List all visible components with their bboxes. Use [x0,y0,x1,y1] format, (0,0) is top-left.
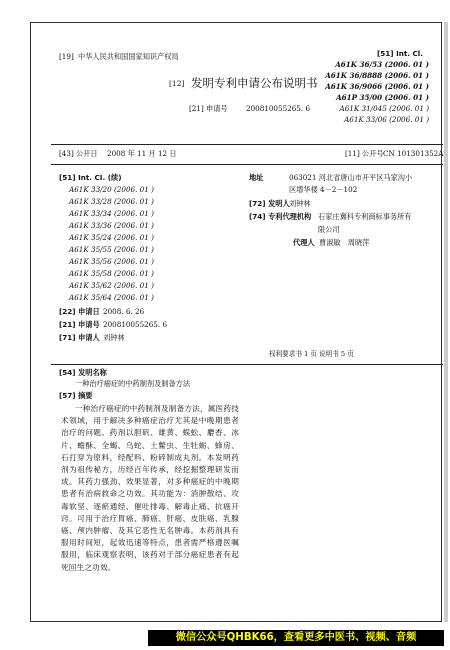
office-name: 中华人民共和国国家知识产权局 [78,52,179,61]
inventor: 刘钟林 [289,199,311,208]
pub-date-label: [43] 公开日 [59,149,98,158]
invention-name-label: [54] 发明名称 [59,368,107,377]
divider [51,364,443,365]
pub-no: CN 101301352A [383,149,444,158]
intcl-item: A61K 35/24 (2006. 01 ) [69,233,154,242]
invention-name: 一种治疗癌症的中药制剂及制备方法 [75,379,191,388]
patent-page [30,22,442,622]
agency-label: [74] 专利代理机构 [249,212,312,221]
intcl-item: A61K 35/58 (2006. 01 ) [69,269,154,278]
page-count: 权利要求书 1 页 说明书 5 页 [269,350,354,358]
intcl-item: A61K 36/53 (2006. 01 ) [335,60,429,69]
app-no-value: 200810055265. 6 [246,104,311,113]
intcl-item: A61K 35/56 (2006. 01 ) [69,257,154,266]
agency-line-1: 石家庄冀科专利商标事务所有 [318,212,412,221]
intcl-cont-label: [51] Int. CI. (续) [59,173,122,182]
pub-date: 2008 年 11 月 12 日 [107,149,177,158]
app-no-label-2: [21] 申请号 [59,320,100,329]
filing-date-label: [22] 申请日 [59,307,100,316]
promo-banner: 微信公众号QHBK66，查看更多中医书、视频、音频 [148,630,444,646]
intcl-item: A61K 31/045 (2006. 01 ) [339,104,429,113]
page-scroll-edge [444,22,448,622]
address-line-2: 区增华楼 4－2－102 [289,185,358,194]
office-code: [19] [59,52,74,61]
agency-line-2: 限公司 [318,225,340,234]
abstract-text: 一种治疗癌症的中药制剂及制备方法，属医药技术领域，用于解决多种癌症治疗尤其是中晚期患者治疗的问题。药剂以胆矾、雄黄、蜈蚣、麝香、冰片、蟾酥、全蝎、乌蛇、土鳖虫、生牡蛎、蜂房、石打穿为原料，经配料、粉碎制成丸剂。本发明药剂为祖传秘方，历经百年传承，经挖掘整理研发而成。其药力强劲、效果显著，对多种癌症的中晚期患者有治病救命之功效。其功能为：消肿散结、攻毒软坚、逐瘀通经、催吐排毒、解毒止痛、抗癌开窍。可用于治疗胃癌、肺癌、肝癌、皮肤癌、乳腺癌、颅内肿瘤、及其它恶性无名肿毒。本药剂具有服用时间短，起效迅速等特点，患者需严格遵医嘱服用，临床观察表明，该药对于部分癌症患者有起死回生之功效。 [61,404,239,572]
filing-date: 2008. 6. 26 [103,307,145,316]
divider [51,164,443,165]
abstract-text-block [61,403,239,574]
intcl-item: A61K 33/20 (2006. 01 ) [69,185,154,194]
intcl-item: A61K 33/06 (2006. 01 ) [344,115,429,124]
intcl-item: A61K 35/62 (2006. 01 ) [69,281,154,290]
intcl-item: A61K 36/9066 (2006. 01 ) [325,82,429,91]
app-no-label: [21] 申请号 [189,104,228,113]
intcl-item: A61K 36/8888 (2006. 01 ) [325,71,429,80]
pub-no-label: [11] 公开号 [345,149,384,158]
intcl-item: A61K 33/34 (2006. 01 ) [69,209,154,218]
intcl-label: [51] Int. Cl. [377,49,424,58]
address-label: 地址 [249,173,264,182]
inventor-label: [72] 发明人 [249,199,290,208]
intcl-item: A61K 35/55 (2006. 01 ) [69,245,154,254]
doc-title-code: [12] [169,79,185,88]
app-no-value-2: 200810055265. 6 [103,320,168,329]
intcl-item: A61K 35/64 (2006. 01 ) [69,293,154,302]
abstract-label: [57] 摘要 [59,391,93,400]
agent: 曹淑敏 周晓萍 [319,238,370,247]
agent-label: 代理人 [293,238,315,247]
intcl-item: A61K 33/28 (2006. 01 ) [69,197,154,206]
divider [51,144,443,145]
doc-title: 发明专利申请公布说明书 [191,76,318,90]
intcl-item: A61P 35/00 (2006. 01 ) [336,93,429,102]
applicant: 刘钟林 [103,333,125,342]
intcl-item: A61K 33/36 (2006. 01 ) [69,221,154,230]
address-line-1: 063021 河北省唐山市开平区马家沟小 [289,173,413,182]
applicant-label: [71] 申请人 [59,333,100,342]
